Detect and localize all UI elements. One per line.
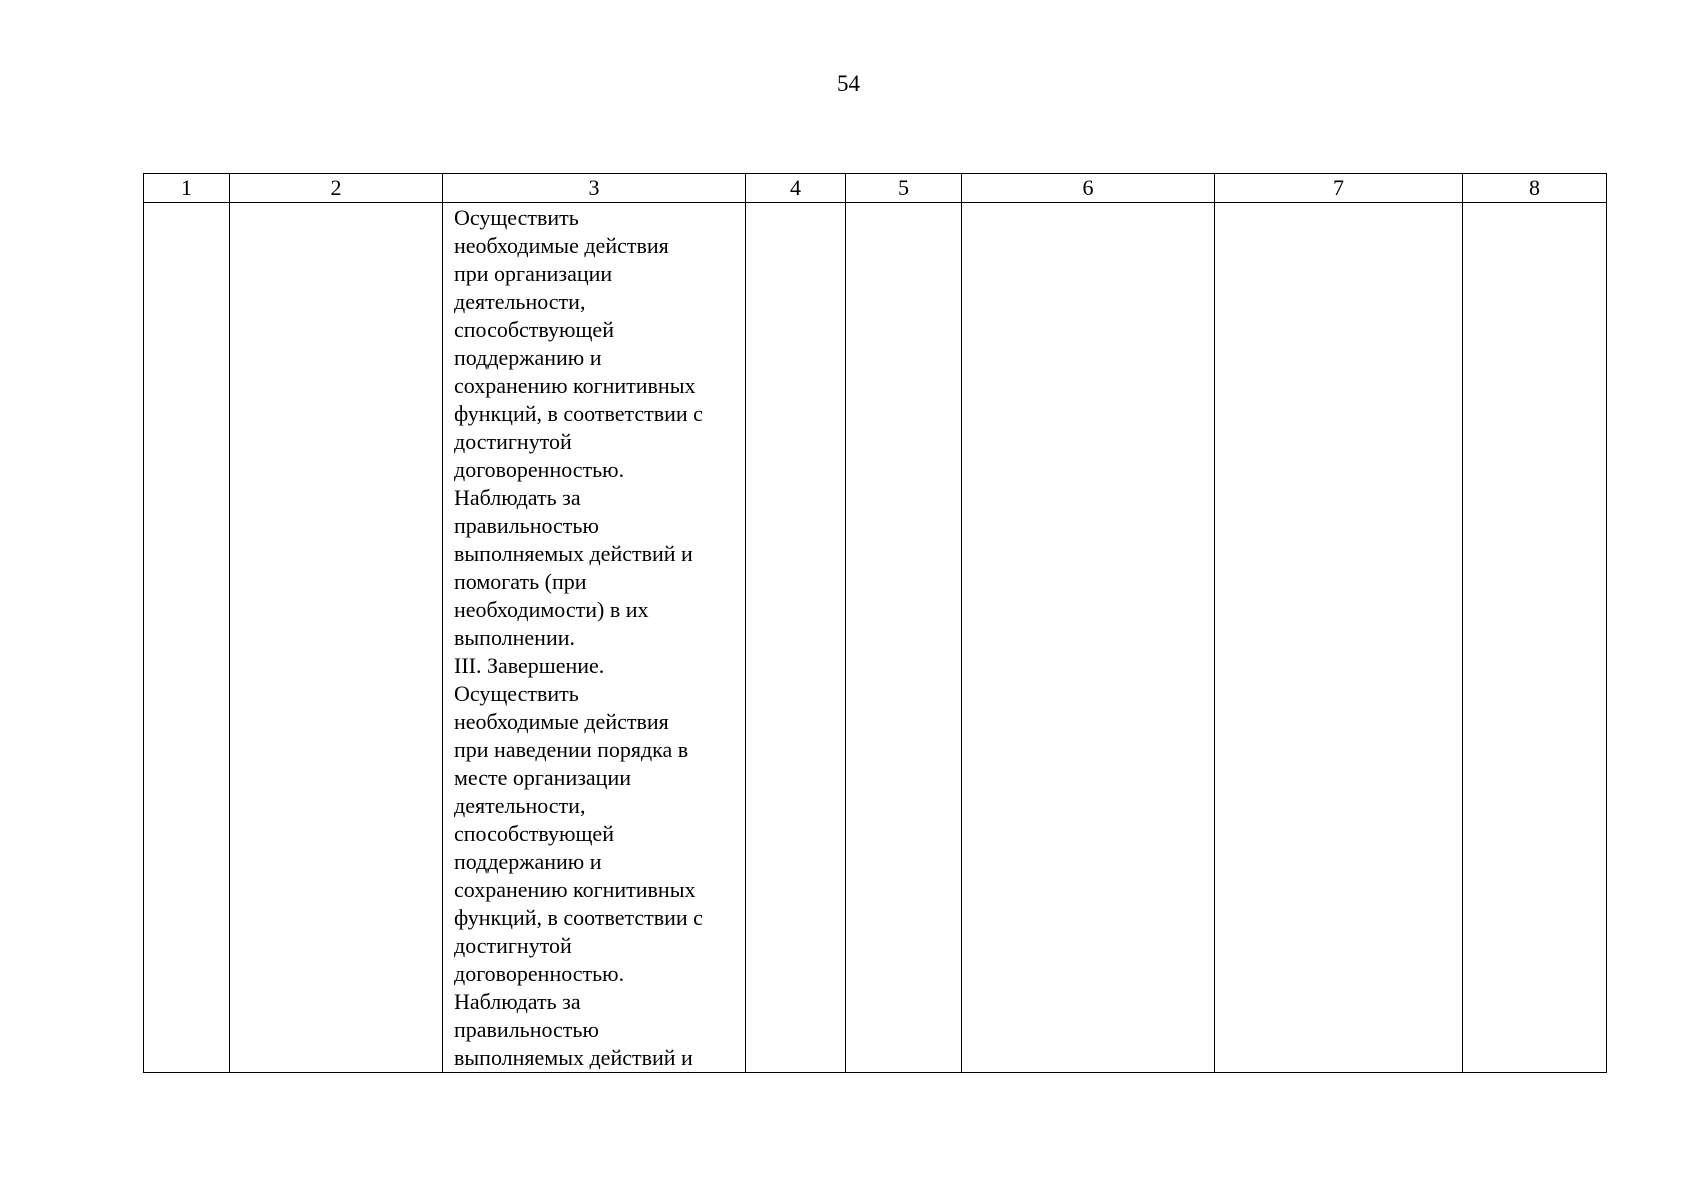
cell-text: [1463, 203, 1606, 204]
column-header-2: 2: [230, 174, 443, 203]
table-cell-col8: [1463, 203, 1607, 1073]
table-cell-col7: [1215, 203, 1463, 1073]
page-number: 54: [837, 71, 860, 96]
column-header-8: 8: [1463, 174, 1607, 203]
cell-text: [846, 203, 961, 204]
column-header-6: 6: [962, 174, 1215, 203]
column-header-3: 3: [443, 174, 746, 203]
table-cell-col2: [230, 203, 443, 1073]
cell-text: [230, 203, 442, 204]
table-row: [144, 203, 1607, 1073]
cell-text: [746, 203, 845, 204]
table-cell-col4: [746, 203, 846, 1073]
cell-text: [1215, 203, 1462, 204]
action-description-text: Осуществить необходимые действия при организации деятельности, способствующей поддержанию и сохранению когнитивных функций, в соответствии с достигнутой договоренностью. Наблюдать за правильностью выполняемых действий и помогать (при необходимости) в их выполнении. III. Завершение. Осуществить необходимые действия при наведении порядка в месте организации деятельности, способствующей поддержанию и сохранению когнитивных функций, в соответствии с достигнутой договоренностью. Наблюдать за правильностью выполняемых действий и: [454, 205, 703, 1070]
column-header-4: 4: [746, 174, 846, 203]
column-header-5: 5: [846, 174, 962, 203]
column-header-7: 7: [1215, 174, 1463, 203]
table-cell-col5: [846, 203, 962, 1073]
table-cell-col3: [443, 203, 746, 1073]
requirements-table: [143, 173, 1607, 1073]
table-cell-col6: [962, 203, 1215, 1073]
column-header-1: 1: [144, 174, 230, 203]
table-header-row: [144, 174, 1607, 203]
cell-text: [962, 203, 1214, 204]
table-cell-col1: [144, 203, 230, 1073]
cell-text: [144, 203, 229, 204]
